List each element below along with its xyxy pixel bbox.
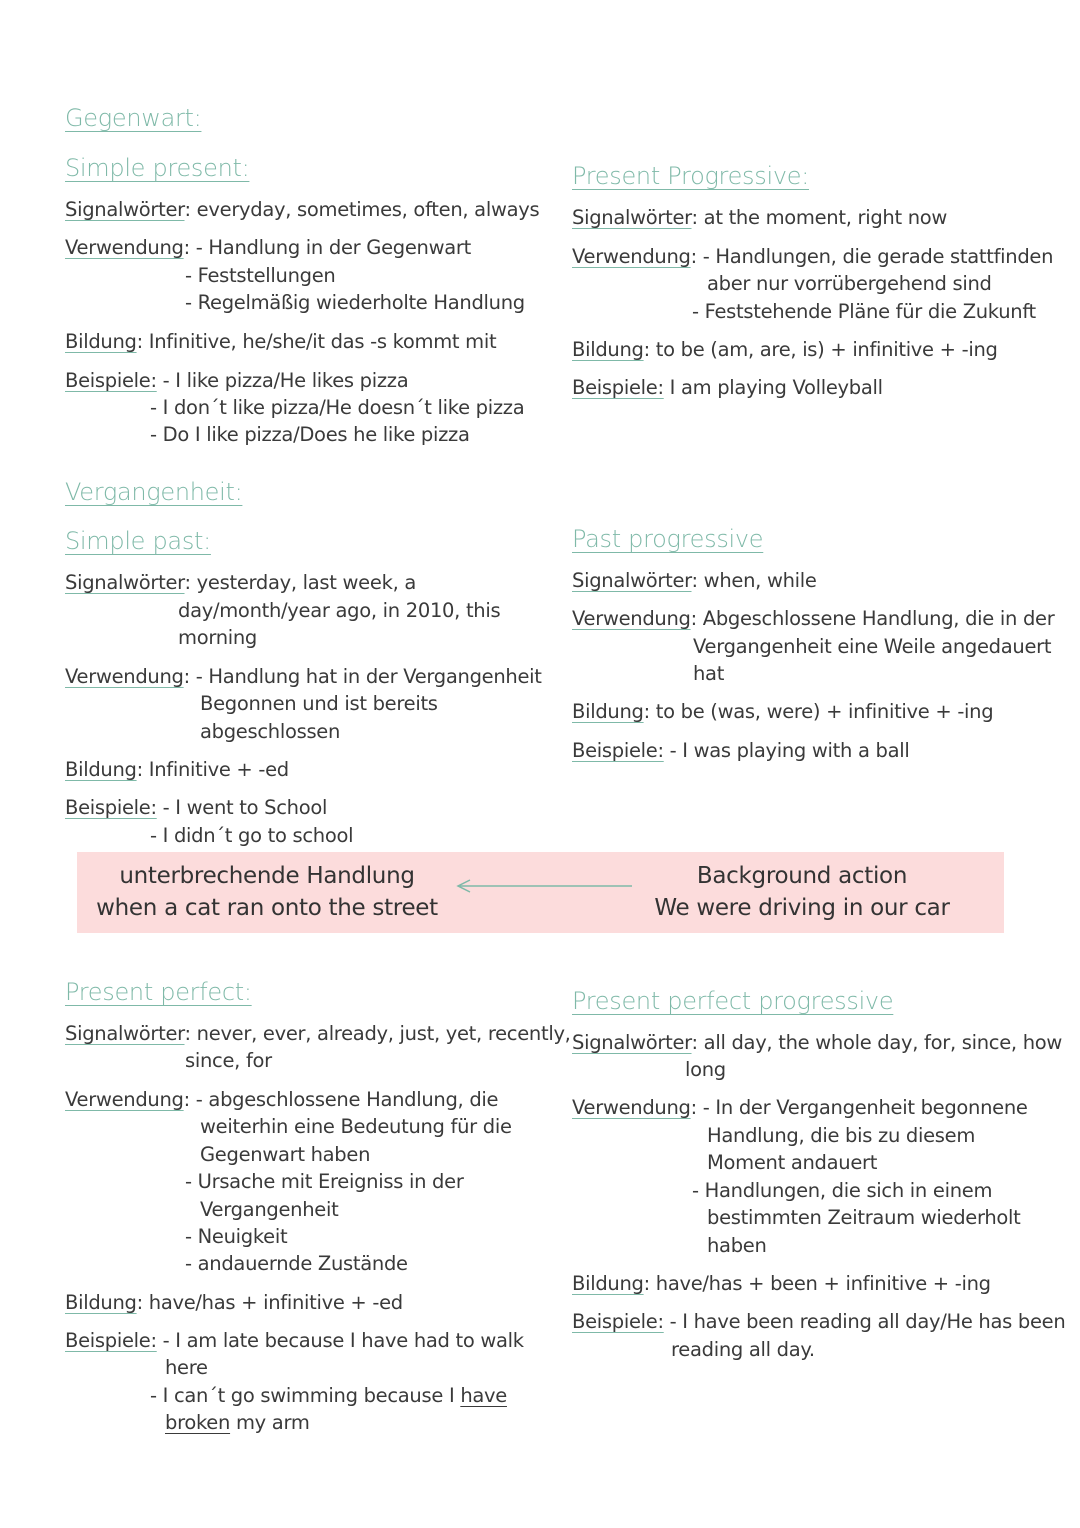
signal-text: : everyday, sometimes, often, always <box>184 198 540 221</box>
simple-past-examples <box>65 794 327 822</box>
heading-present-progressive: Present Progressive: <box>572 162 809 190</box>
use-label: Verwendung <box>572 607 691 630</box>
example-text: my arm <box>230 1411 310 1434</box>
use-line: weiterhin eine Bedeutung für die <box>200 1115 512 1138</box>
simple-present-signal <box>65 196 539 224</box>
example-line: - I don´t like pizza/He doesn´t like pizza <box>150 396 525 419</box>
use-line: : - In der Vergangenheit begonnene <box>690 1096 1028 1119</box>
use-label: Verwendung <box>65 1088 184 1111</box>
examples-label: Beispiele: <box>65 796 157 819</box>
form-label: Bildung <box>65 1291 137 1314</box>
signal-text: morning <box>178 626 258 649</box>
use-line: - Feststehende Pläne für die Zukunft <box>692 300 1036 323</box>
use-line: : - Handlung hat in der Vergangenheit <box>183 665 542 688</box>
present-progressive-examples <box>572 374 883 402</box>
use-label: Verwendung <box>65 236 184 259</box>
form-text: : to be (am, are, is) + infinitive + -ing <box>643 338 998 361</box>
use-line: - andauernde Zustände <box>185 1252 408 1275</box>
present-progressive-form <box>572 336 998 364</box>
heading-simple-past: Simple past: <box>65 527 211 555</box>
ppp-signal <box>572 1029 1062 1057</box>
examples-label: Beispiele: <box>65 1329 157 1352</box>
signal-text: : never, ever, already, just, yet, recently, <box>184 1022 571 1045</box>
present-progressive-signal <box>572 204 947 232</box>
use-line: : - Handlungen, die gerade stattfinden <box>690 245 1054 268</box>
example-line: reading all day. <box>671 1338 815 1361</box>
use-line: - Handlungen, die sich in einem <box>692 1179 993 1202</box>
present-progressive-use <box>572 243 1053 271</box>
example-line <box>165 1409 310 1437</box>
ppp-examples <box>572 1308 1065 1336</box>
past-progressive-examples <box>572 737 910 765</box>
signal-label: Signalwörter <box>572 569 692 592</box>
example-text: - I can´t go swimming because I <box>150 1384 455 1407</box>
use-label: Verwendung <box>572 1096 691 1119</box>
use-line: - Neuigkeit <box>185 1225 288 1248</box>
examples-label: Beispiele: <box>572 1310 664 1333</box>
example-line: - I have been reading all day/He has been <box>663 1310 1066 1333</box>
heading-present-perfect-progressive: Present perfect progressive <box>572 987 894 1015</box>
example-line: - I was playing with a ball <box>663 739 910 762</box>
arrow-left-icon <box>452 877 636 895</box>
banner-right-line2: We were driving in our car <box>654 895 950 921</box>
heading-simple-present: Simple present: <box>65 154 250 182</box>
form-label: Bildung <box>65 758 137 781</box>
simple-past-use <box>65 663 542 691</box>
signal-label: Signalwörter <box>65 198 185 221</box>
form-text: : have/has + infinitive + -ed <box>136 1291 403 1314</box>
use-line: hat <box>693 662 725 685</box>
use-line: aber nur vorrübergehend sind <box>707 272 992 295</box>
present-perfect-signal <box>65 1020 571 1048</box>
present-perfect-use <box>65 1086 498 1114</box>
example-line: - I went to School <box>156 796 328 819</box>
example-line <box>150 1382 507 1410</box>
section-title-vergangenheit: Vergangenheit: <box>65 478 243 506</box>
form-text: : Infinitive, he/she/it das -s kommt mit <box>136 330 497 353</box>
use-line: - Ursache mit Ereigniss in der <box>185 1170 464 1193</box>
use-line: Gegenwart haben <box>200 1143 371 1166</box>
use-line: abgeschlossen <box>200 720 341 743</box>
signal-text: : at the moment, right now <box>691 206 948 229</box>
use-line: : - abgeschlossene Handlung, die <box>183 1088 499 1111</box>
signal-text: long <box>685 1058 726 1081</box>
simple-past-signal <box>65 569 416 597</box>
signal-label: Signalwörter <box>65 571 185 594</box>
use-line: : - Handlung in der Gegenwart <box>183 236 471 259</box>
examples-label: Beispiele: <box>65 369 157 392</box>
use-line: bestimmten Zeitraum wiederholt <box>707 1206 1021 1229</box>
use-line: : Abgeschlossene Handlung, die in der <box>690 607 1055 630</box>
section-title-gegenwart: Gegenwart: <box>65 104 202 132</box>
use-label: Verwendung <box>572 245 691 268</box>
ppp-form <box>572 1270 991 1298</box>
use-line: Begonnen und ist bereits <box>200 692 438 715</box>
simple-past-form <box>65 756 289 784</box>
form-label: Bildung <box>572 338 644 361</box>
signal-text: : all day, the whole day, for, since, how <box>691 1031 1063 1054</box>
heading-past-progressive: Past progressive <box>572 525 764 553</box>
banner-right-line1: Background action <box>696 863 908 889</box>
form-label: Bildung <box>572 1272 644 1295</box>
example-line: - Do I like pizza/Does he like pizza <box>150 423 470 446</box>
form-text: : have/has + been + infinitive + -ing <box>643 1272 991 1295</box>
signal-text: : yesterday, last week, a <box>184 571 417 594</box>
use-label: Verwendung <box>65 665 184 688</box>
heading-present-perfect: Present perfect: <box>65 978 252 1006</box>
example-line: - I didn´t go to school <box>150 824 354 847</box>
present-perfect-form <box>65 1289 403 1317</box>
signal-label: Signalwörter <box>572 206 692 229</box>
form-label: Bildung <box>572 700 644 723</box>
past-progressive-form <box>572 698 993 726</box>
signal-text: day/month/year ago, in 2010, this <box>178 599 501 622</box>
simple-present-form <box>65 328 496 356</box>
form-label: Bildung <box>65 330 137 353</box>
underlined-word: broken <box>165 1411 231 1434</box>
signal-label: Signalwörter <box>65 1022 185 1045</box>
examples-label: Beispiele: <box>572 739 664 762</box>
ppp-use <box>572 1094 1028 1122</box>
simple-present-examples <box>65 367 408 395</box>
example-line: here <box>165 1356 208 1379</box>
example-line: - I like pizza/He likes pizza <box>156 369 409 392</box>
signal-text: : when, while <box>691 569 817 592</box>
signal-text: since, for <box>185 1049 272 1072</box>
examples-label: Beispiele: <box>572 376 664 399</box>
use-line: - Regelmäßig wiederholte Handlung <box>185 291 525 314</box>
example-line: - I am late because I have had to walk <box>156 1329 524 1352</box>
past-progressive-signal <box>572 567 817 595</box>
use-line: Vergangenheit <box>200 1198 339 1221</box>
present-perfect-examples <box>65 1327 524 1355</box>
simple-present-use <box>65 234 471 262</box>
banner-left-line2: when a cat ran onto the street <box>96 895 438 921</box>
underlined-word: have <box>460 1384 507 1407</box>
use-line: haben <box>707 1234 767 1257</box>
use-line: - Feststellungen <box>185 264 336 287</box>
use-line: Handlung, die bis zu diesem <box>707 1124 976 1147</box>
past-progressive-use <box>572 605 1054 633</box>
signal-label: Signalwörter <box>572 1031 692 1054</box>
use-line: Vergangenheit eine Weile angedauert <box>693 635 1052 658</box>
form-text: : to be (was, were) + infinitive + -ing <box>643 700 994 723</box>
example-line: I am playing Volleyball <box>663 376 883 399</box>
banner-left-line1: unterbrechende Handlung <box>119 863 415 889</box>
use-line: Moment andauert <box>707 1151 878 1174</box>
form-text: : Infinitive + -ed <box>136 758 289 781</box>
